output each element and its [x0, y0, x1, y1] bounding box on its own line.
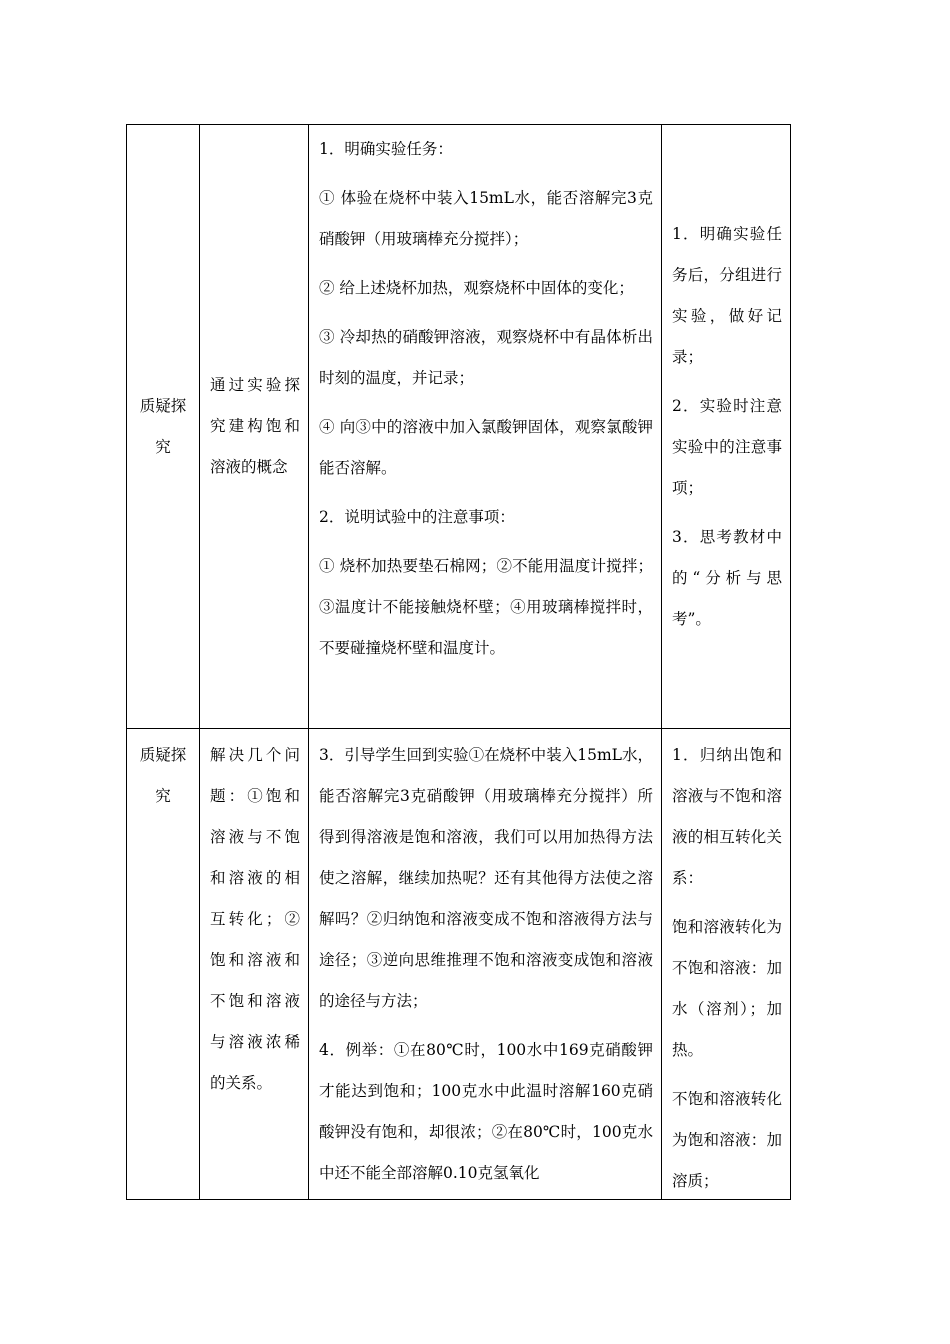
stage-text: 质疑探究: [139, 746, 187, 805]
teacher-line: ② 给上述烧杯加热，观察烧杯中固体的变化；: [319, 279, 634, 297]
student-line: 饱和溶液转化为不饱和溶液：加水（溶剂）；加热。: [672, 918, 782, 1059]
teacher-line: ① 体验在烧杯中装入15mL水，能否溶解完3克硝酸钾（用玻璃棒充分搅拌）；: [319, 189, 653, 248]
teacher-line: 1．明确实验任务：: [319, 140, 453, 158]
student-line: 1．明确实验任务后，分组进行实验，做好记录；: [672, 224, 782, 366]
student-activity-cell: [662, 729, 791, 1200]
student-activity-cell: [662, 125, 791, 729]
table-row: [127, 729, 791, 1200]
goal-cell: [200, 729, 309, 1200]
teacher-activity-cell: [309, 125, 662, 729]
stage-text: 质疑探究: [139, 396, 187, 456]
teacher-line: 3．引导学生回到实验①在烧杯中装入15mL水，能否溶解完3克硝酸钾（用玻璃棒充分搅拌）所得到得溶液是饱和溶液，我们可以用加热得方法使之溶解，继续加热呢？还有其他得方法使之溶解吗？②归纳饱和溶液变成不饱和溶液得方法与途径；③逆向思维推理不饱和溶液变成饱和溶液的途径与方法；: [319, 746, 653, 1010]
goal-text: 解决几个问题：①饱和溶液与不饱和溶液的相互转化；②饱和溶液和不饱和溶液与溶液浓稀的关系。: [210, 746, 300, 1092]
teacher-activity-cell: [309, 729, 662, 1200]
student-line: 不饱和溶液转化为饱和溶液：加溶质；: [672, 1090, 782, 1190]
stage-cell: [127, 125, 200, 729]
student-line: 3．思考教材中的“分析与思考”。: [672, 527, 782, 628]
teacher-line: ① 烧杯加热要垫石棉网；②不能用温度计搅拌；③温度计不能接触烧杯壁；④用玻璃棒搅拌时，不要碰撞烧杯壁和温度计。: [319, 557, 653, 657]
goal-text: 通过实验探究建构饱和溶液的概念: [210, 376, 300, 476]
teacher-line: ③ 冷却热的硝酸钾溶液，观察烧杯中有晶体析出时刻的温度，并记录；: [319, 328, 653, 387]
teacher-line: 4．例举：①在80℃时，100水中169克硝酸钾才能达到饱和；100克水中此温时溶解160克硝酸钾没有饱和，却很浓；②在80℃时，100克水中还不能全部溶解0.10克氢氧化: [319, 1041, 653, 1182]
student-line: 1．归纳出饱和溶液与不饱和溶液的相互转化关系：: [672, 746, 782, 887]
lesson-plan-table: [126, 124, 791, 1200]
teacher-line: 2．说明试验中的注意事项：: [319, 508, 515, 526]
table-row: [127, 125, 791, 729]
stage-cell: [127, 729, 200, 1200]
student-line: 2．实验时注意实验中的注意事项；: [672, 396, 782, 497]
goal-cell: [200, 125, 309, 729]
teacher-line: ④ 向③中的溶液中加入氯酸钾固体，观察氯酸钾能否溶解。: [319, 418, 653, 477]
